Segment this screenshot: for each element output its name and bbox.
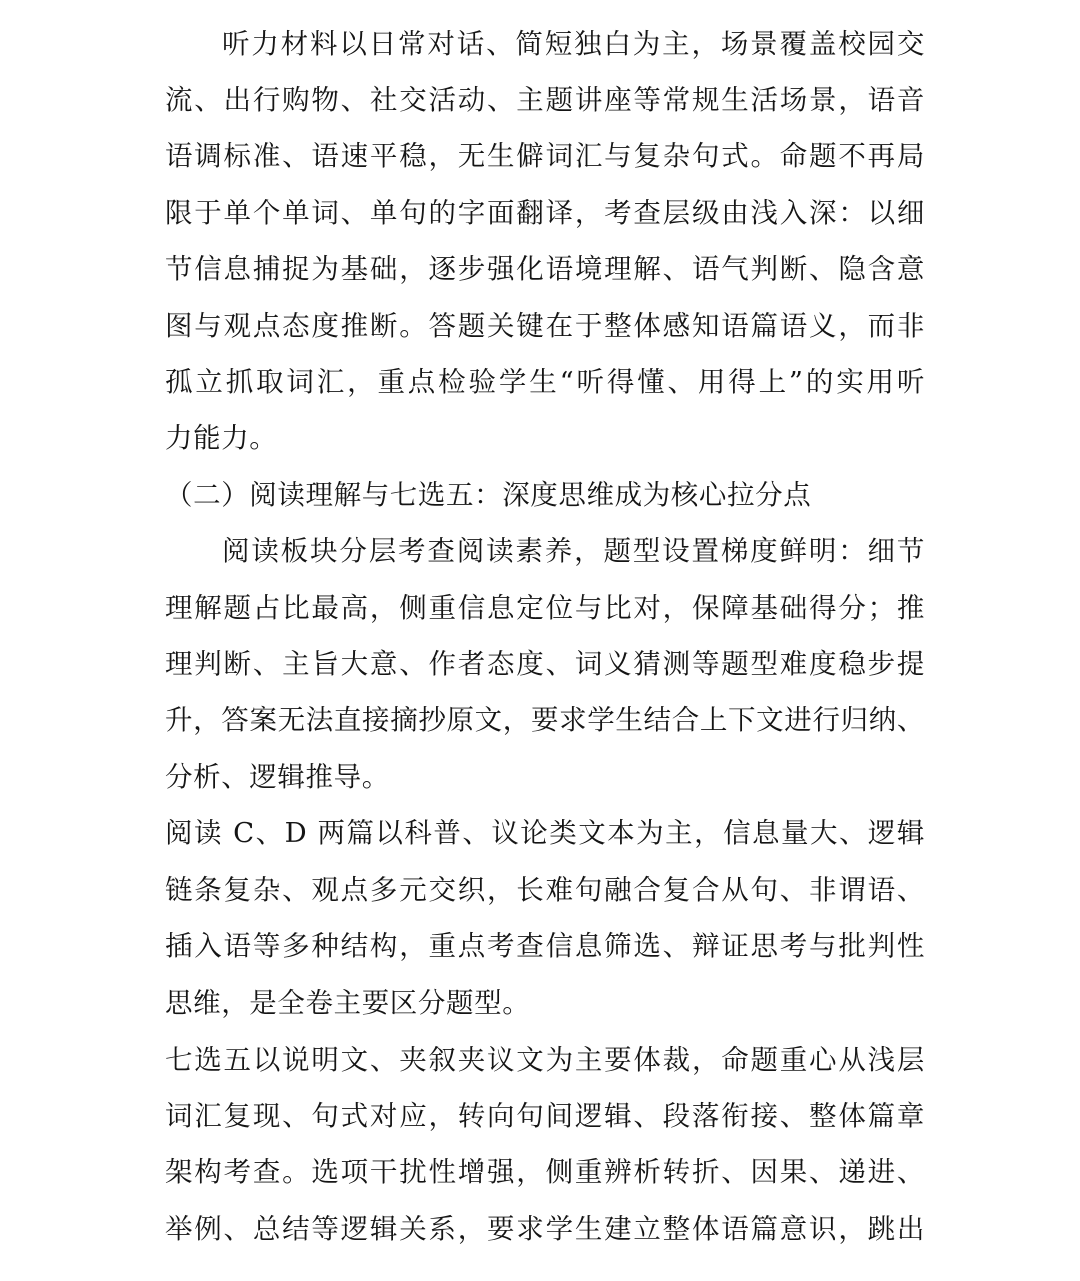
paragraph-seven-five-line-2: 词汇复现、句式对应，转向句间逻辑、段落衔接、整体篇章 bbox=[165, 1100, 925, 1132]
section-heading: （二）阅读理解与七选五：深度思维成为核心拉分点 bbox=[165, 479, 812, 511]
paragraph-listening-line-1: 听力材料以日常对话、简短独白为主，场景覆盖校园交 bbox=[222, 28, 925, 60]
paragraph-reading-line-4: 升，答案无法直接摘抄原文，要求学生结合上下文进行归纳、 bbox=[165, 704, 925, 736]
paragraph-seven-five-line-3: 架构考查。选项干扰性增强，侧重辨析转折、因果、递进、 bbox=[165, 1156, 925, 1188]
paragraph-reading-line-2: 理解题占比最高，侧重信息定位与比对，保障基础得分；推 bbox=[165, 592, 925, 624]
paragraph-listening-line-8: 力能力。 bbox=[165, 422, 278, 454]
paragraph-listening-line-4: 限于单个单词、单句的字面翻译，考查层级由浅入深：以细 bbox=[165, 197, 925, 229]
paragraph-reading-cd-line-3: 插入语等多种结构，重点考查信息筛选、辩证思考与批判性 bbox=[165, 930, 925, 962]
paragraph-listening-line-3: 语调标准、语速平稳，无生僻词汇与复杂句式。命题不再局 bbox=[165, 140, 925, 172]
paragraph-reading-cd-line-4: 思维，是全卷主要区分题型。 bbox=[165, 987, 531, 1019]
paragraph-reading-cd-line-1: 阅读 C、D 两篇以科普、议论类文本为主，信息量大、逻辑 bbox=[165, 817, 925, 849]
paragraph-listening-line-5: 节信息捕捉为基础，逐步强化语境理解、语气判断、隐含意 bbox=[165, 253, 925, 285]
paragraph-reading-line-1: 阅读板块分层考查阅读素养，题型设置梯度鲜明：细节 bbox=[222, 535, 925, 567]
paragraph-listening-line-6: 图与观点态度推断。答题关键在于整体感知语篇语义，而非 bbox=[165, 310, 925, 342]
paragraph-seven-five-line-1: 七选五以说明文、夹叙夹议文为主要体裁，命题重心从浅层 bbox=[165, 1044, 925, 1076]
paragraph-listening-line-7: 孤立抓取词汇，重点检验学生“听得懂、用得上”的实用听 bbox=[165, 366, 925, 398]
paragraph-seven-five-line-4: 举例、总结等逻辑关系，要求学生建立整体语篇意识，跳出 bbox=[165, 1213, 925, 1245]
paragraph-reading-line-5: 分析、逻辑推导。 bbox=[165, 761, 390, 793]
paragraph-reading-line-3: 理判断、主旨大意、作者态度、词义猜测等题型难度稳步提 bbox=[165, 648, 925, 680]
paragraph-reading-cd-line-2: 链条复杂、观点多元交织，长难句融合复合从句、非谓语、 bbox=[165, 874, 925, 906]
paragraph-listening-line-2: 流、出行购物、社交活动、主题讲座等常规生活场景，语音 bbox=[165, 84, 925, 116]
